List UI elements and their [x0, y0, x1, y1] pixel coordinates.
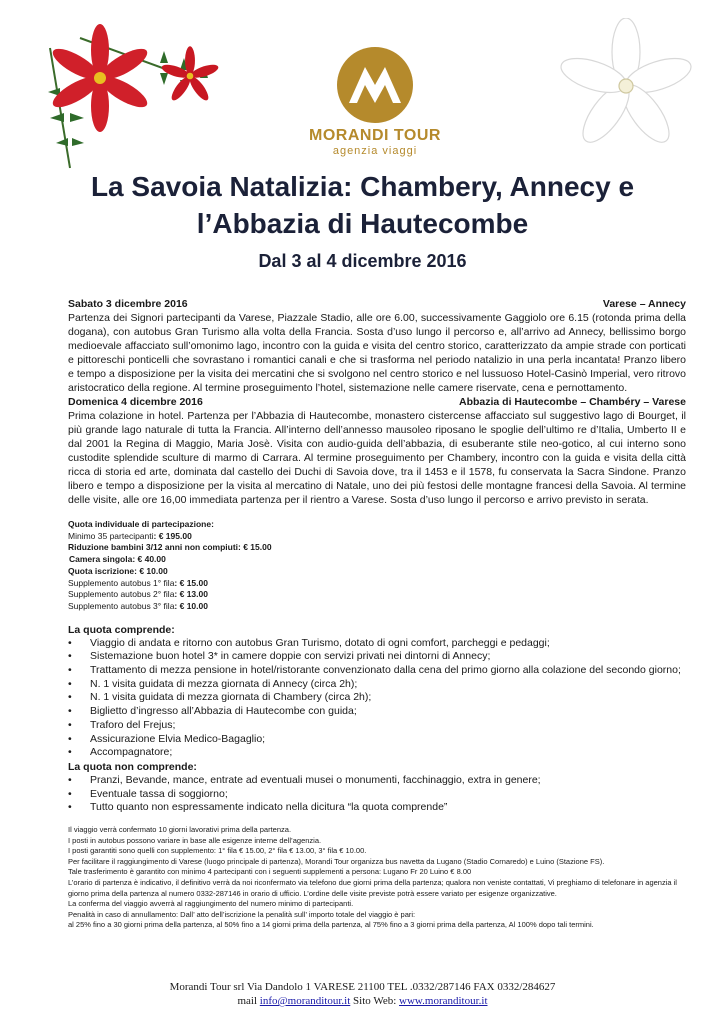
- price-row-minimum: Minimo 35 partecipanti: € 195.00: [68, 530, 192, 541]
- price-heading: Quota individuale di partecipazione:: [68, 519, 214, 529]
- list-item: • Pranzi, Bevande, mance, entrate ad eventuali musei o monumenti, facchinaggio, extra in genere;: [68, 773, 541, 786]
- excludes-list: [68, 774, 686, 815]
- day1-date: Sabato 3 dicembre 2016: [68, 298, 188, 310]
- day2-description: Prima colazione in hotel. Partenza per l’Abbazia di Hautecombe, monastero cistercense affacciato sul suggestivo lago di Bourget, il più grande lago naturale di tutta la Francia. All’interno dell’annesso mausoleo riposano le spoglie dell’ultimo re d’Italia, Umberto II e dal 2001 la Regina di Maggio, Maria Josè. Visita con audio-guida dell’abbazia, di esuberante stile neo-gotico, al cui interno sono custodite splendide sculture di marmo di Carrara. Al termine proseguimento per Chambery, incontro con la guida e visita della città ricca di storia ed arte, dominata dal castello dei Duchi di Savoia dove, tra il 1453 e il 1578, fu conservata la Sacra Sindone. Pranzo libero e tempo a disposizione per la visita al mercatino di Natale, uno dei più festosi delle montagne francesi della Savoia. Al termine delle visite, alle ore 16,00 immediata partenza per il rientro a Varese. Sosta d’uso lungo il percorso e arrivo previsto in serata.: [68, 410, 686, 506]
- footer-contacts: [40, 994, 685, 1008]
- title-line-2: l’Abbazia di Hautecombe: [196, 208, 529, 239]
- company-logo: [300, 45, 450, 160]
- note-line: Penalità in caso di annullamento: Dall’ atto dell’iscrizione la penalità sull’ importo totale del viaggio è pari:: [68, 909, 416, 919]
- logo-name: MORANDI TOUR: [309, 127, 441, 144]
- note-line: L’orario di partenza è indicativo, il definitivo verrà da noi riconfermato via telefono due giorni prima della partenza; qualora non veniste contattati, Vi preghiamo di telefonare in agenzia il giorno prima della partenza al numero 0332-287146 in orario di ufficio. L’ordine delle visite previste potrà essere variato per esigenze organizzative.: [68, 878, 677, 898]
- price-row-registration: Quota iscrizione: € 10.00: [68, 565, 168, 576]
- morandi-tour-logo-icon: [335, 45, 415, 125]
- day2-header: [68, 395, 686, 409]
- white-flower-decoration: [548, 18, 698, 153]
- price-row-bus1: Supplemento autobus 1° fila: € 15.00: [68, 577, 208, 588]
- includes-list: [68, 637, 686, 760]
- list-item: • Tutto quanto non espressamente indicato nella dicitura “la quota comprende”: [68, 801, 448, 814]
- website-label: Sito Web:: [353, 995, 397, 1007]
- excludes-heading: La quota non comprende:: [68, 760, 197, 773]
- note-line: Tale trasferimento è garantito con minimo 4 partecipanti con i seguenti supplementi a persona: Lugano Fr 20 Luino € 8.00: [68, 867, 472, 877]
- list-item: • Eventuale tassa di soggiorno;: [68, 787, 228, 800]
- poinsettia-decoration: [40, 18, 220, 188]
- terms-notes: [68, 825, 686, 931]
- price-list: [68, 519, 686, 613]
- list-item: • N. 1 visita guidata di mezza giornata di Annecy (circa 2h);: [68, 677, 358, 690]
- day1-route: Varese – Annecy: [602, 298, 686, 310]
- list-item: • N. 1 visita guidata di mezza giornata di Chambery (circa 2h);: [68, 691, 372, 704]
- email-link[interactable]: info@moranditour.it: [259, 995, 351, 1007]
- day2-route: Abbazia di Hautecombe – Chambéry – Varese: [458, 396, 686, 408]
- note-line: Per facilitare il raggiungimento di Varese (luogo principale di partenza), Morandi Tour organizza bus navetta da Lugano (Stadio Cornaredo) e Luino (Stazione FS).: [68, 856, 605, 866]
- note-line: La conferma del viaggio avverrà al raggiungimento del numero minimo di partecipanti.: [68, 899, 354, 909]
- website-link[interactable]: www.moranditour.it: [399, 995, 488, 1007]
- list-item: • Sistemazione buon hotel 3* in camere doppie con servizi privati nei dintorni di Annecy;: [68, 650, 491, 663]
- includes-heading: La quota comprende:: [68, 623, 175, 636]
- price-row-bus2: Supplemento autobus 2° fila: € 13.00: [68, 589, 208, 600]
- list-item: • Accompagnatore;: [68, 746, 173, 759]
- list-item: • Trattamento di mezza pensione in hotel/ristorante convenzionato dalla cena del primo giorno alla colazione del secondo giorno;: [68, 664, 681, 677]
- price-row-bus3: Supplemento autobus 3° fila: € 10.00: [68, 600, 208, 611]
- day1-header: [68, 297, 686, 311]
- itinerary-content: [68, 297, 686, 931]
- list-item: • Biglietto d’ingresso all’Abbazia di Hautecombe con guida;: [68, 705, 357, 718]
- list-item: • Traforo del Frejus;: [68, 718, 176, 731]
- list-item: • Assicurazione Elvia Medico-Bagaglio;: [68, 732, 266, 745]
- note-line: Il viaggio verrà confermato 10 giorni lavorativi prima della partenza.: [68, 825, 292, 835]
- page-subtitle: Dal 3 al 4 dicembre 2016: [258, 251, 467, 271]
- note-line: al 25% fino a 30 giorni prima della partenza, al 50% fino a 14 giorni prima della partenza, al 75% fino a 3 giorni prima della partenza, Al 100% dopo tali termini.: [68, 920, 594, 930]
- list-item: • Viaggio di andata e ritorno con autobus Gran Turismo, dotato di ogni comfort, parcheggi e pedaggi;: [68, 636, 550, 649]
- note-line: I posti in autobus possono variare in base alle esigenze interne dell’agenzia.: [68, 835, 322, 845]
- note-line: I posti garantiti sono quelli con supplemento: 1° fila € 15.00, 2° fila € 13.00, 3° fila € 10.00.: [68, 846, 367, 856]
- footer-address: Morandi Tour srl Via Dandolo 1 VARESE 21100 TEL .0332/287146 FAX 0332/284627: [169, 981, 556, 993]
- page-title: [40, 168, 685, 242]
- price-row-child: Riduzione bambini 3/12 anni non compiuti: € 15.00: [68, 542, 272, 553]
- price-row-single: Camera singola: € 40.00: [69, 554, 166, 565]
- day1-description: Partenza dei Signori partecipanti da Varese, Piazzale Stadio, alle ore 6.00, successivamente Gaggiolo ore 6.15 (rotonda prima della dogana), con autobus Gran Turismo alla volta della Francia. Sosta d’uso lungo il percorso e, all’arrivo ad Annecy, bellissimo borgo medioevale affacciato sull’omonimo lago, incontro con la guida e visita del centro storico, caratterizzato da ampie strade con porticati e pittoreschi ponticelli che sovrastano i romantici canali e che si trasforma nel periodo natalizio in una perla incantata! Pranzo libero e tempo a disposizione per la visita dei mercatini che si svolgono nel centro storico e nel lussuoso Hotel-Casinò Imperial, vero ritrovo aristocratico della regione. Al termine proseguimento l’hotel, sistemazione nelle camere riservate, cena e pernottamento.: [68, 312, 686, 394]
- day2-date: Domenica 4 dicembre 2016: [68, 396, 203, 408]
- title-line-1: La Savoia Natalizia: Chambery, Annecy e: [90, 171, 635, 202]
- logo-tagline: agenzia viaggi: [332, 145, 418, 157]
- footer: [40, 980, 685, 1008]
- mail-label: mail: [237, 995, 258, 1007]
